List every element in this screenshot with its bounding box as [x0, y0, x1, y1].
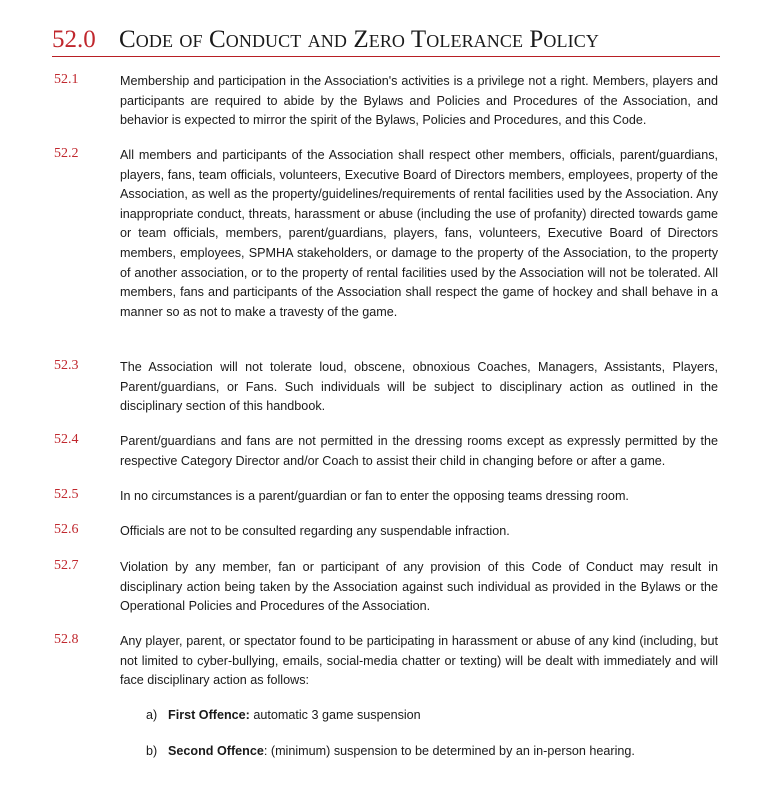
clause-text: The Association will not tolerate loud, obscene, obnoxious Coaches, Managers, Assistants, Players, Parent/guardians, or Fans. Such individuals will be subject to disciplinary action as outlined in the disciplinary section of this handbook.	[120, 360, 718, 414]
offence-text: automatic 3 game suspension	[249, 708, 421, 722]
clause-text: Violation by any member, fan or participant of any provision of this Code of Conduct may result in disciplinary action being taken by the Association against such individual as provided in the Bylaws or the Operational Policies and Procedures of the Association.	[120, 560, 718, 614]
offence-label: Second Offence	[168, 744, 264, 758]
clause-number: 52.2	[54, 146, 79, 161]
clause-text: Membership and participation in the Association's activities is a privilege not a right. Members, players and participants are required to abide by the Bylaws and Policies and Procedures of the Association, and behavior is expected to mirror the spirit of the Bylaws, Policies and Procedures, and this Code.	[120, 74, 718, 128]
list-marker: a)	[146, 708, 158, 722]
offence-item-second	[146, 742, 635, 762]
section-heading	[52, 22, 720, 57]
clause-number: 52.5	[54, 487, 79, 502]
clause-number: 52.3	[54, 358, 79, 373]
list-marker: b)	[146, 744, 158, 758]
clause-number: 52.8	[54, 632, 79, 647]
clause-number: 52.6	[54, 522, 79, 537]
offence-text: : (minimum) suspension to be determined by an in-person hearing.	[263, 744, 635, 758]
clause-text: Officials are not to be consulted regarding any suspendable infraction.	[120, 524, 510, 538]
clause-number: 52.7	[54, 558, 79, 573]
heading-number: 52.0	[52, 26, 96, 53]
clause-number: 52.4	[54, 432, 79, 447]
clause-text: In no circumstances is a parent/guardian or fan to enter the opposing teams dressing room.	[120, 489, 629, 503]
clause-text: Parent/guardians and fans are not permitted in the dressing rooms except as expressly permitted by the respective Category Director and/or Coach to assist their child in changing before or after a game.	[120, 434, 718, 468]
clause-number: 52.1	[54, 72, 79, 87]
clause-text: All members and participants of the Association shall respect other members, officials, parent/guardians, players, fans, team officials, volunteers, Executive Board of Directors members, employees, property of the Association, as well as the property/guidelines/requirements of rental facilities used by the Association. Any inappropriate conduct, threats, harassment or abuse (including the use of profanity) directed towards game or team officials, members, parent/guardians, players, fans, volunteers, Executive Board of Directors members, employees, SPMHA stakeholders, or damage to the property of the Association, to the property of another association, or to the property of rental facilities used by the Association will not be tolerated. All members, fans and participants of the Association shall respect the game of hockey and shall behave in a manner so as not to make a travesty of the game.	[120, 148, 718, 319]
offence-item-first	[146, 706, 421, 726]
heading-title: Code of Conduct and Zero Tolerance Policy	[119, 26, 599, 53]
offence-label: First Offence:	[168, 708, 250, 722]
clause-text: Any player, parent, or spectator found to be participating in harassment or abuse of any kind (including, but not limited to cyber-bullying, emails, social-media chatter or texting) will be dealt with immediately and will face disciplinary action as follows:	[120, 634, 718, 688]
